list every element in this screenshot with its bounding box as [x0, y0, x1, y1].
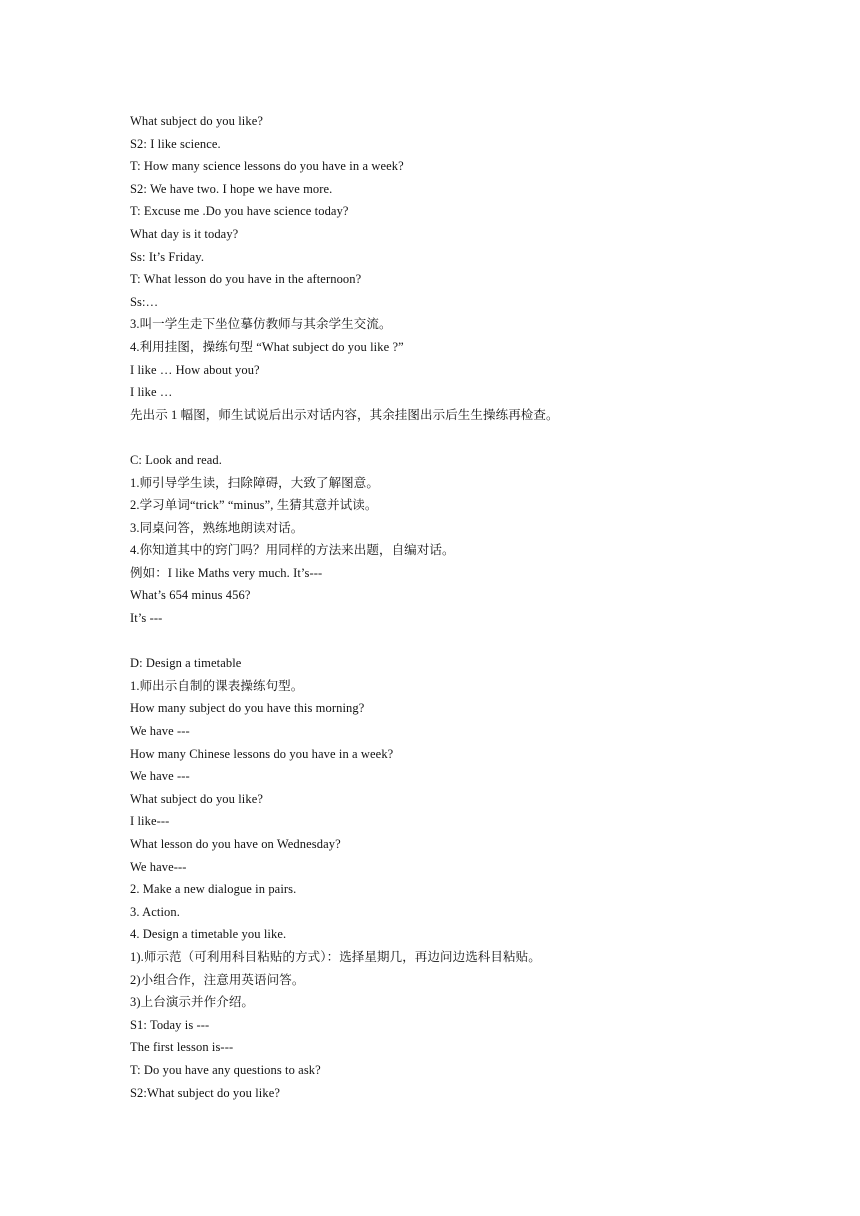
text-line: 2. Make a new dialogue in pairs.: [130, 882, 297, 897]
text-line: T: Do you have any questions to ask?: [130, 1062, 321, 1077]
text-line: How many subject do you have this morning?: [130, 701, 365, 716]
text-line: 例如：I like Maths very much. It’s---: [130, 565, 323, 580]
section-d-design-timetable: [130, 652, 770, 1104]
text-line: How many Chinese lessons do you have in a week?: [130, 746, 394, 761]
text-line: 2)小组合作，注意用英语问答。: [130, 972, 305, 987]
paragraph-spacer: [130, 426, 770, 449]
text-line: S2: I like science.: [130, 136, 221, 151]
section-heading: C: Look and read.: [130, 452, 222, 467]
text-line: 1.师引导学生读，扫除障碍，大致了解图意。: [130, 475, 379, 490]
text-line: It’s ---: [130, 611, 163, 626]
text-line: 4. Design a timetable you like.: [130, 927, 287, 942]
text-line: Ss:…: [130, 294, 159, 309]
text-line: T: How many science lessons do you have in a week?: [130, 159, 404, 174]
text-line: T: Excuse me .Do you have science today?: [130, 204, 349, 219]
text-line: 4.利用挂图，操练句型 “What subject do you like ?”: [130, 339, 404, 354]
text-line: The first lesson is---: [130, 1040, 234, 1055]
text-line: 4.你知道其中的窍门吗？用同样的方法来出题，自编对话。: [130, 543, 455, 558]
text-line: What lesson do you have on Wednesday?: [130, 837, 341, 851]
section-b-dialogue: [130, 110, 770, 426]
text-line: What subject do you like?: [130, 791, 264, 806]
document-body: [130, 110, 770, 1104]
text-line: 1.师出示自制的课表操练句型。: [130, 678, 304, 693]
text-line: S2:What subject do you like?: [130, 1085, 280, 1100]
text-line: What day is it today?: [130, 226, 239, 241]
text-line: 3.同桌问答，熟练地朗读对话。: [130, 520, 304, 535]
text-line: S1: Today is ---: [130, 1017, 210, 1032]
text-line: 2.学习单词“trick” “minus”, 生猜其意并试读。: [130, 498, 378, 513]
text-line: We have ---: [130, 724, 190, 739]
text-line: We have ---: [130, 769, 190, 784]
text-line: 1).师示范（可利用科目粘贴的方式）：选择星期几，再边问边选科目粘贴。: [130, 949, 541, 964]
text-line: What subject do you like?: [130, 114, 264, 128]
text-line: I like … How about you?: [130, 362, 260, 377]
text-line: 先出示 1 幅图，师生试说后出示对话内容，其余挂图出示后生生操练再检查。: [130, 407, 559, 422]
section-heading: D: Design a timetable: [130, 656, 242, 671]
text-line: I like---: [130, 814, 170, 829]
text-line: I like …: [130, 385, 173, 400]
text-line: Ss: It’s Friday.: [130, 249, 205, 264]
text-line: 3)上台演示并作介绍。: [130, 995, 255, 1010]
text-line: T: What lesson do you have in the afternoon?: [130, 272, 362, 287]
paragraph-spacer: [130, 630, 770, 653]
text-line: 3.叫一学生走下坐位摹仿教师与其余学生交流。: [130, 317, 392, 332]
text-line: 3. Action.: [130, 904, 180, 919]
text-line: S2: We have two. I hope we have more.: [130, 181, 333, 196]
text-line: We have---: [130, 859, 187, 874]
text-line: What’s 654 minus 456?: [130, 588, 251, 603]
section-c-look-and-read: [130, 449, 770, 630]
